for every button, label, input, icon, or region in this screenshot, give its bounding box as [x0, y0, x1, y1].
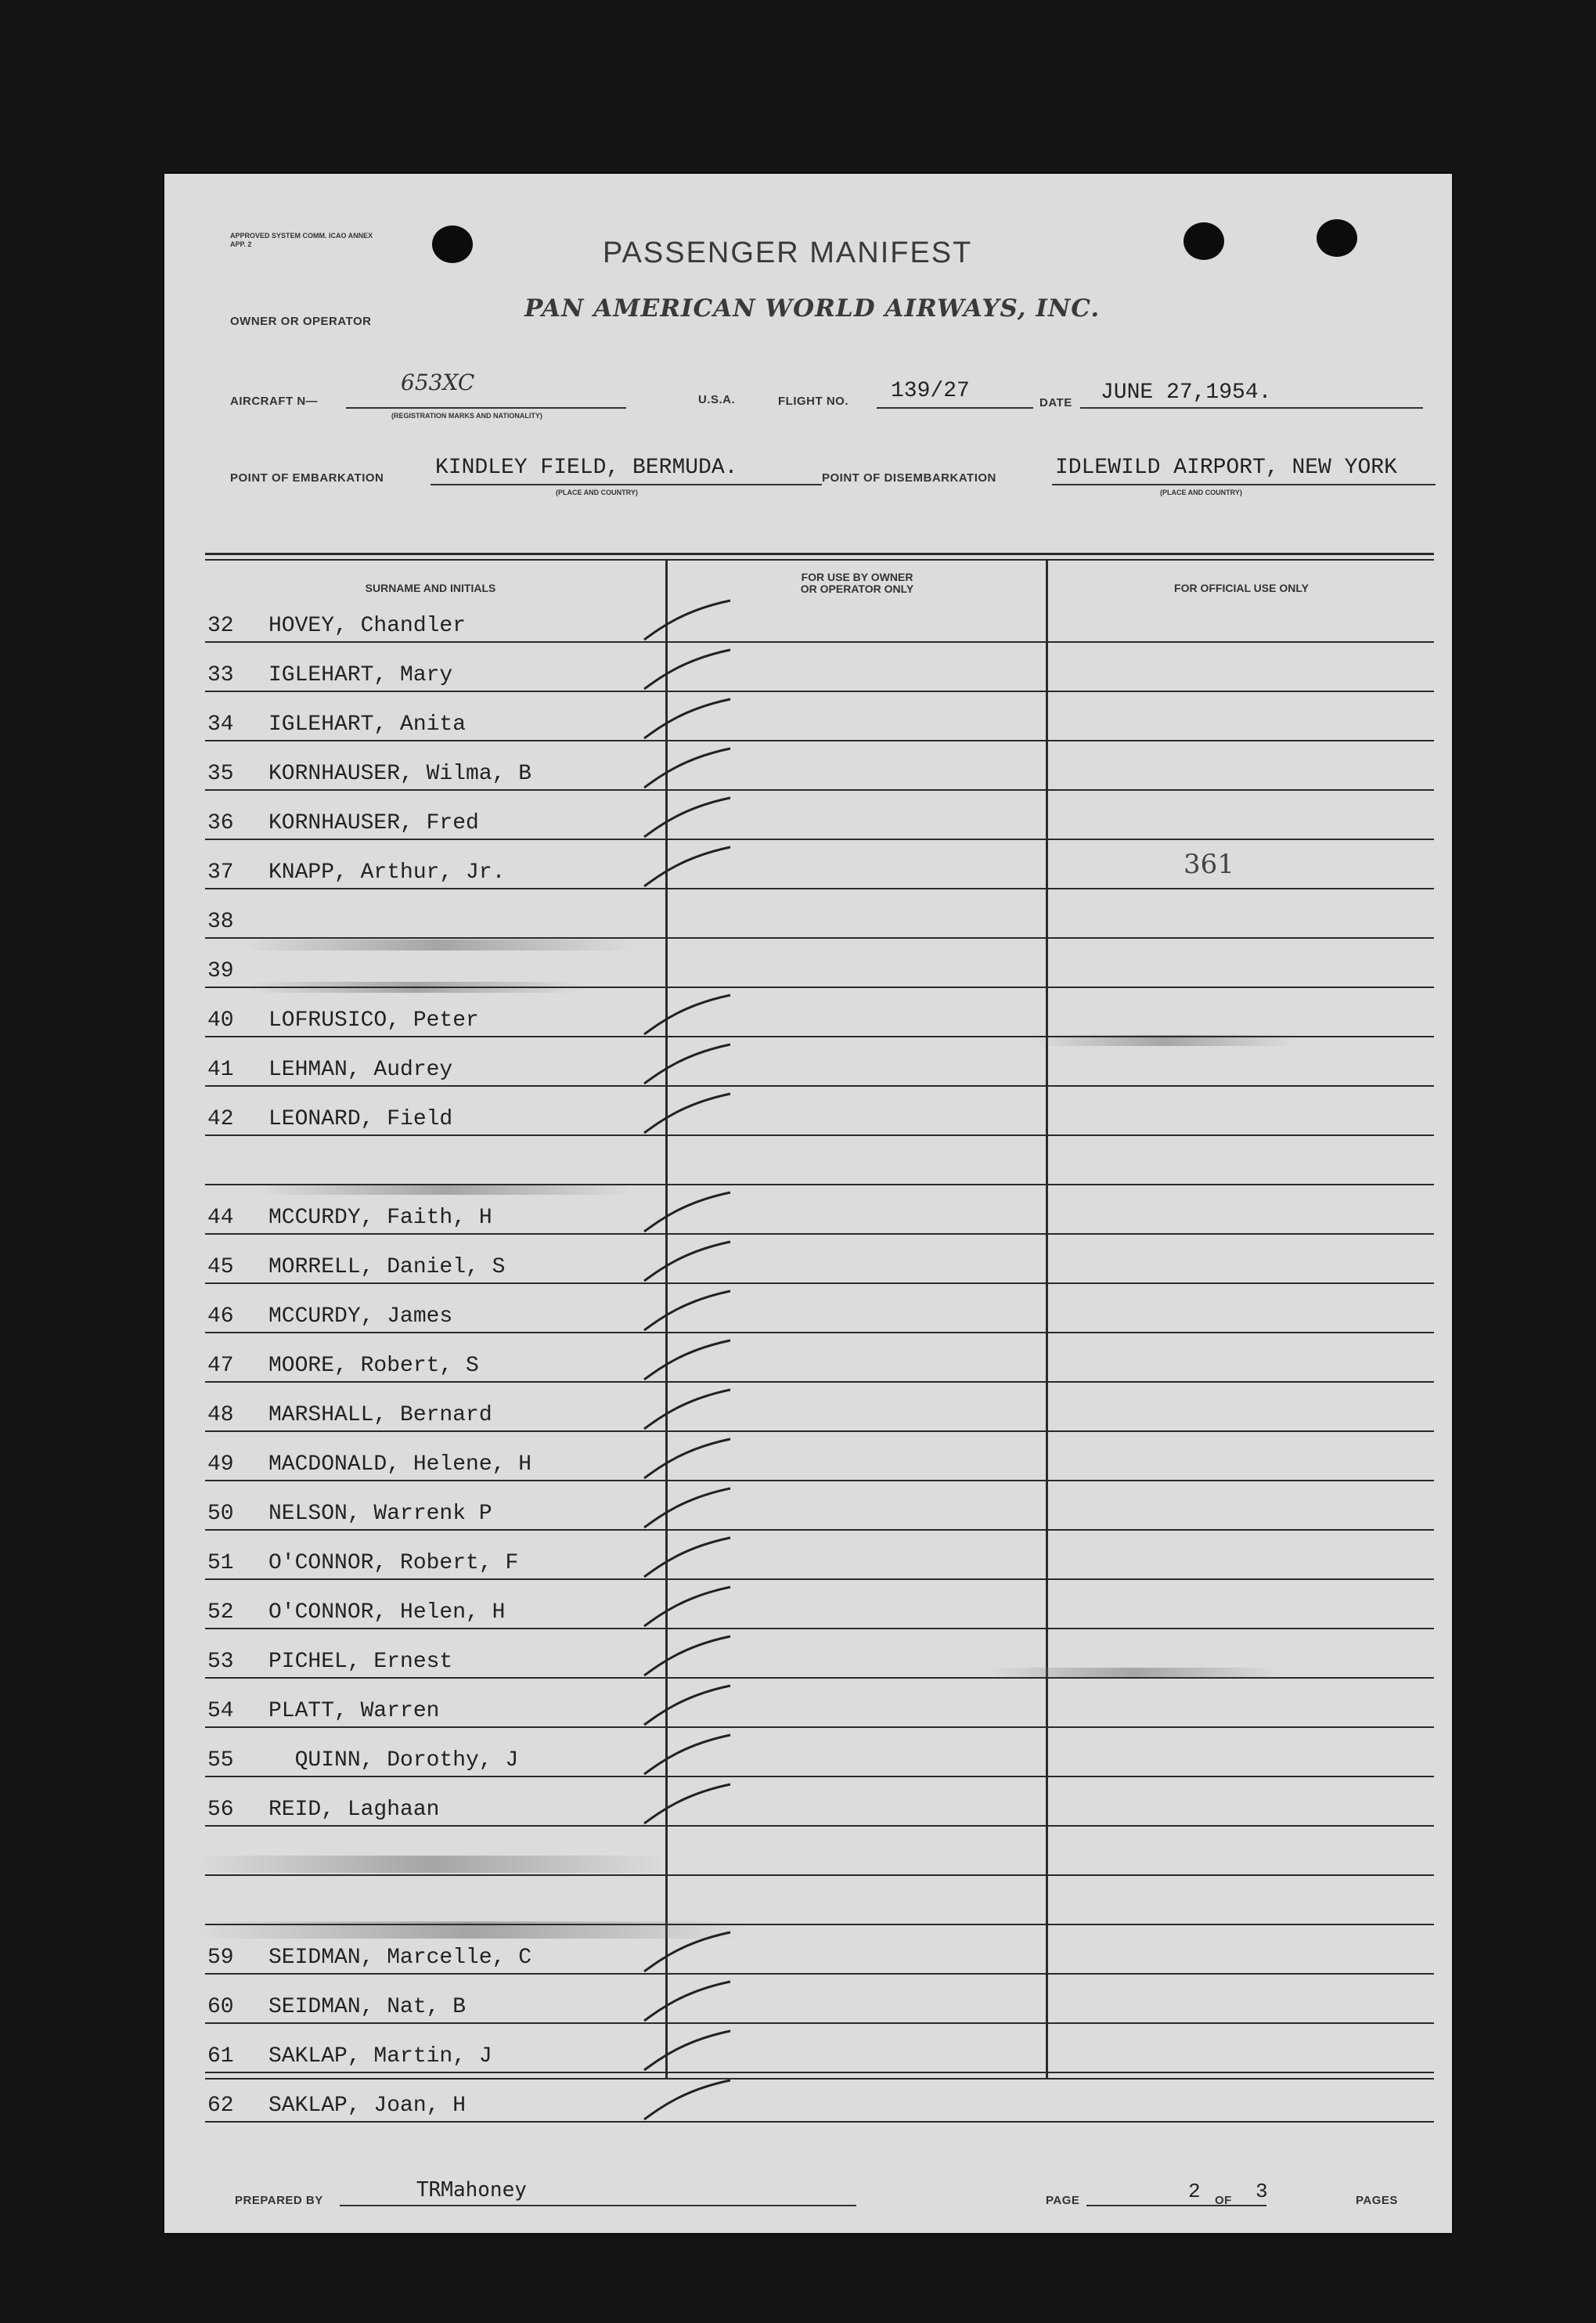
date-underline — [1080, 407, 1423, 409]
row-rule — [205, 1381, 1434, 1383]
embark-value: KINDLEY FIELD, BERMUDA. — [435, 456, 738, 480]
passenger-name: MCCURDY, James — [268, 1304, 453, 1329]
passenger-name: LOFRUSICO, Peter — [268, 1008, 479, 1033]
table-row — [207, 1786, 646, 1825]
usa-label: U.S.A. — [698, 393, 736, 406]
passenger-name: IGLEHART, Mary — [268, 663, 453, 687]
row-rule — [205, 1628, 1434, 1629]
passenger-name: IGLEHART, Anita — [268, 712, 467, 737]
disembark-underline — [1052, 484, 1436, 485]
check-mark-icon — [638, 2026, 740, 2073]
row-rule — [205, 1973, 1434, 1975]
row-rule — [205, 1184, 1434, 1185]
table-row — [207, 1687, 646, 1726]
pages-value: 3 — [1256, 2180, 1268, 2203]
row-number: 44 — [207, 1206, 234, 1230]
passenger-name: PLATT, Warren — [268, 1699, 440, 1723]
disembark-label: POINT OF DISEMBARKATION — [822, 471, 996, 485]
row-number: 35 — [207, 762, 234, 786]
table-row — [207, 1293, 646, 1332]
page-title: PASSENGER MANIFEST — [603, 236, 973, 269]
prepared-label: PREPARED BY — [235, 2194, 323, 2207]
check-mark-icon — [638, 744, 740, 791]
table-row — [207, 1243, 646, 1282]
page-value: 2 — [1188, 2180, 1201, 2203]
row-number: 47 — [207, 1354, 234, 1378]
aircraft-label: AIRCRAFT N— — [230, 395, 319, 408]
table-row — [207, 1194, 646, 1233]
row-number: 45 — [207, 1255, 234, 1279]
row-rule — [205, 1134, 1434, 1136]
table-row — [207, 1934, 646, 1973]
check-mark-icon — [638, 1188, 740, 1235]
passenger-name: MARSHALL, Bernard — [268, 1403, 492, 1427]
passenger-name: REID, Laghaan — [268, 1798, 440, 1822]
row-rule — [205, 2121, 1434, 2123]
table-row — [207, 898, 646, 937]
row-number: 42 — [207, 1107, 234, 1131]
row-number: 55 — [207, 1748, 234, 1773]
punch-hole — [432, 225, 473, 263]
passenger-name: HOVEY, Chandler — [268, 614, 467, 638]
table-top-rule — [205, 559, 1434, 561]
passenger-name: MOORE, Robert, S — [268, 1354, 479, 1378]
prepared-underline — [340, 2205, 856, 2206]
page-underline — [1086, 2205, 1266, 2206]
passenger-name: LEHMAN, Audrey — [268, 1058, 453, 1082]
check-mark-icon — [638, 1928, 740, 1975]
row-rule — [205, 789, 1434, 791]
embark-label: POINT OF EMBARKATION — [230, 471, 384, 485]
row-rule — [205, 1726, 1434, 1728]
table-row — [207, 1983, 646, 2022]
passenger-name: SAKLAP, Joan, H — [268, 2094, 467, 2118]
punch-hole — [1317, 219, 1357, 257]
row-rule — [205, 987, 1434, 988]
row-number: 56 — [207, 1798, 234, 1822]
row-number: 51 — [207, 1551, 234, 1575]
check-mark-icon — [638, 1632, 740, 1679]
table-row — [207, 997, 646, 1036]
table-row — [207, 849, 646, 888]
column-divider — [1046, 559, 1048, 2078]
flight-value: 139/27 — [891, 379, 970, 403]
aircraft-underline — [346, 407, 626, 409]
row-rule — [205, 1677, 1434, 1679]
flight-underline — [877, 407, 1033, 409]
table-row — [207, 2033, 646, 2072]
row-number: 60 — [207, 1995, 234, 2019]
row-number: 39 — [207, 959, 234, 983]
row-number: 32 — [207, 614, 234, 638]
table-row — [207, 651, 646, 691]
header-official-use: FOR OFFICIAL USE ONLY — [1174, 582, 1309, 594]
row-rule — [205, 1036, 1434, 1037]
table-row — [207, 1342, 646, 1381]
check-mark-icon — [638, 1780, 740, 1827]
check-mark-icon — [638, 2076, 740, 2123]
check-mark-icon — [638, 1582, 740, 1629]
row-rule — [205, 888, 1434, 889]
prepared-value: TRMahoney — [416, 2178, 527, 2202]
check-mark-icon — [638, 793, 740, 840]
aircraft-value: 653XC — [401, 370, 475, 395]
of-label: OF — [1215, 2194, 1232, 2207]
row-rule — [205, 2072, 1434, 2073]
flight-label: FLIGHT NO. — [778, 395, 848, 408]
row-rule — [205, 1332, 1434, 1333]
passenger-name: SEIDMAN, Nat, B — [268, 1995, 467, 2019]
row-number: 36 — [207, 811, 234, 835]
check-mark-icon — [638, 842, 740, 889]
passenger-name: MACDONALD, Helene, H — [268, 1452, 532, 1477]
check-mark-icon — [638, 1533, 740, 1580]
row-rule — [205, 1874, 1434, 1876]
punch-hole — [1183, 222, 1224, 260]
row-rule — [205, 1924, 1434, 1925]
row-rule — [205, 1085, 1434, 1087]
table-row — [207, 1046, 646, 1085]
table-bottom-rule — [205, 2078, 1434, 2080]
check-mark-icon — [638, 1730, 740, 1777]
row-number: 62 — [207, 2094, 234, 2118]
row-rule — [205, 740, 1434, 741]
row-rule — [205, 1480, 1434, 1481]
passenger-name: SAKLAP, Martin, J — [268, 2044, 492, 2069]
check-mark-icon — [638, 1089, 740, 1136]
passenger-name: KORNHAUSER, Wilma, B — [268, 762, 532, 786]
check-mark-icon — [638, 1336, 740, 1383]
table-row — [207, 1737, 646, 1776]
row-number: 61 — [207, 2044, 234, 2069]
table-row — [207, 1589, 646, 1628]
row-rule — [205, 641, 1434, 643]
passenger-name: KNAPP, Arthur, Jr. — [268, 860, 506, 885]
page-label: PAGE — [1046, 2194, 1080, 2207]
check-mark-icon — [638, 645, 740, 692]
passenger-name: QUINN, Dorothy, J — [268, 1748, 519, 1773]
row-rule — [205, 1282, 1434, 1284]
row-rule — [205, 839, 1434, 840]
row-number: 41 — [207, 1058, 234, 1082]
check-mark-icon — [638, 694, 740, 741]
passenger-name: MCCURDY, Faith, H — [268, 1206, 492, 1230]
smudge — [258, 1184, 634, 1195]
check-mark-icon — [638, 1681, 740, 1728]
date-value: JUNE 27,1954. — [1101, 381, 1272, 405]
row-number: 46 — [207, 1304, 234, 1329]
table-row — [207, 701, 646, 740]
table-row — [207, 750, 646, 789]
passenger-name: LEONARD, Field — [268, 1107, 453, 1131]
header-owner-use: FOR USE BY OWNER OR OPERATOR ONLY — [800, 571, 914, 595]
disembark-value: IDLEWILD AIRPORT, NEW YORK — [1055, 456, 1397, 480]
passenger-name: KORNHAUSER, Fred — [268, 811, 479, 835]
table-row — [207, 799, 646, 839]
row-number: 49 — [207, 1452, 234, 1477]
row-number: 33 — [207, 663, 234, 687]
passenger-name: O'CONNOR, Robert, F — [268, 1551, 519, 1575]
row-rule — [205, 1430, 1434, 1432]
table-row — [207, 1638, 646, 1677]
aircraft-sublabel: (REGISTRATION MARKS AND NATIONALITY) — [391, 412, 542, 420]
row-number: 48 — [207, 1403, 234, 1427]
check-mark-icon — [638, 990, 740, 1037]
table-row — [207, 1490, 646, 1529]
owner-label: OWNER OR OPERATOR — [230, 315, 372, 328]
table-row — [207, 947, 646, 987]
manifest-sheet — [164, 174, 1452, 2233]
smudge — [243, 940, 634, 950]
passenger-name: MORRELL, Daniel, S — [268, 1255, 506, 1279]
table-row — [207, 1145, 646, 1184]
embark-underline — [431, 484, 822, 485]
row-rule — [205, 1529, 1434, 1531]
check-mark-icon — [638, 1286, 740, 1333]
row-rule — [205, 1776, 1434, 1777]
header-surname: SURNAME AND INITIALS — [365, 582, 496, 594]
check-mark-icon — [638, 596, 740, 643]
check-mark-icon — [638, 1484, 740, 1531]
table-top-rule — [205, 553, 1434, 555]
check-mark-icon — [638, 1237, 740, 1284]
check-mark-icon — [638, 1385, 740, 1432]
approval-note: APPROVED SYSTEM COMM. ICAO ANNEX APP. 2 — [230, 232, 373, 248]
row-number: 37 — [207, 860, 234, 885]
row-number: 50 — [207, 1502, 234, 1526]
table-row — [207, 1885, 646, 1924]
table-row — [207, 1391, 646, 1430]
row-rule — [205, 1825, 1434, 1827]
table-row — [207, 602, 646, 641]
row-number: 53 — [207, 1650, 234, 1674]
smudge — [196, 1856, 665, 1873]
table-row — [207, 2082, 646, 2121]
row-number: 40 — [207, 1008, 234, 1033]
row-number: 34 — [207, 712, 234, 737]
check-mark-icon — [638, 1977, 740, 2024]
table-row — [207, 1095, 646, 1134]
row-rule — [205, 1578, 1434, 1580]
passenger-name: NELSON, Warrenk P — [268, 1502, 492, 1526]
row-number: 54 — [207, 1699, 234, 1723]
owner-name: PAN AMERICAN WORLD AIRWAYS, INC. — [524, 294, 1101, 323]
pages-label: PAGES — [1356, 2194, 1398, 2207]
passenger-name: O'CONNOR, Helen, H — [268, 1600, 506, 1625]
official-note: 361 — [1183, 849, 1234, 880]
passenger-name: SEIDMAN, Marcelle, C — [268, 1946, 532, 1970]
row-rule — [205, 691, 1434, 692]
row-rule — [205, 2022, 1434, 2024]
date-label: DATE — [1039, 396, 1072, 409]
disembark-sublabel: (PLACE AND COUNTRY) — [1160, 489, 1242, 496]
check-mark-icon — [638, 1434, 740, 1481]
check-mark-icon — [638, 1040, 740, 1087]
row-rule — [205, 1233, 1434, 1235]
row-rule — [205, 937, 1434, 939]
row-number: 38 — [207, 910, 234, 934]
embark-sublabel: (PLACE AND COUNTRY) — [556, 489, 638, 496]
table-row — [207, 1539, 646, 1578]
row-number: 52 — [207, 1600, 234, 1625]
table-row — [207, 1441, 646, 1480]
passenger-name: PICHEL, Ernest — [268, 1650, 453, 1674]
row-number: 59 — [207, 1946, 234, 1970]
